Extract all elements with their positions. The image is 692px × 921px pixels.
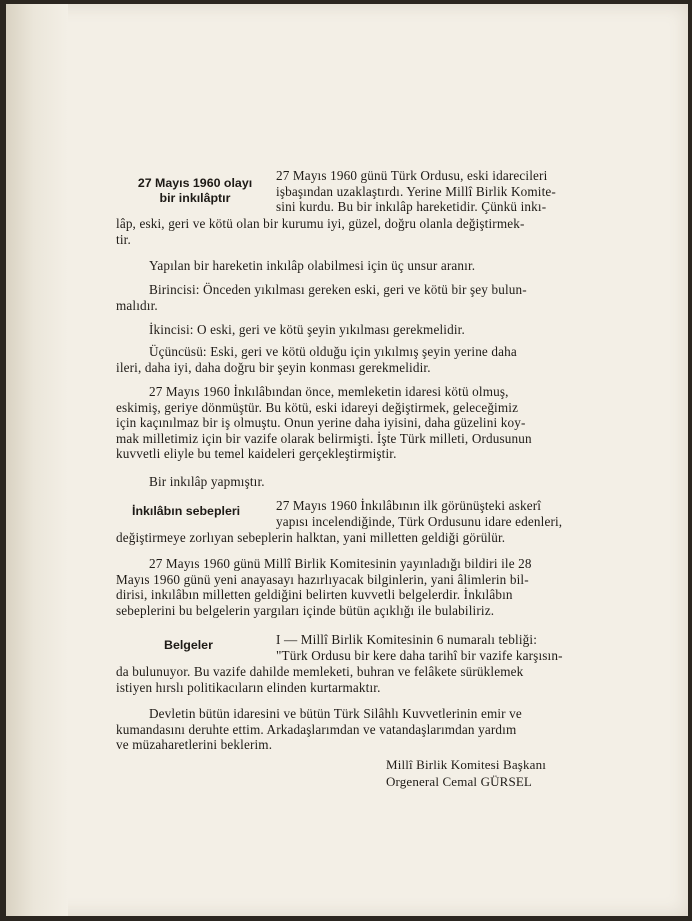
paragraph-10-side — [276, 632, 606, 663]
text-line: ileri, daha iyi, daha doğru bir şeyin konması gerekmelidir. — [116, 359, 431, 375]
text-line: değiştirmeye zorlıyan sebeplerin halktan, yani milletten geldiği görülür. — [116, 530, 506, 545]
text-line: lâp, eski, geri ve kötü olan bir kurumu iyi, güzel, doğru olanla değiştirmek- — [116, 216, 525, 231]
paragraph-1-full — [116, 216, 606, 247]
text-line: I — Millî Birlik Komitesinin 6 numaralı tebliği: — [276, 632, 538, 647]
text-line: kumandasını deruhte ettim. Arkadaşlarımdan ve vatandaşlarımdan yardım — [116, 721, 517, 737]
heading-inkilabin-sebepleri — [132, 504, 240, 519]
paragraph-1-side — [276, 168, 606, 215]
signature-block — [386, 756, 546, 790]
text-line: da bulunuyor. Bu vazife dahilde memleketi, buhran ve felâkete sürüklemek — [116, 664, 524, 679]
text-line: Devletin bütün idaresini ve bütün Türk Silâhlı Kuvvetlerinin emir ve — [149, 706, 522, 721]
paragraph-6 — [116, 384, 606, 462]
text-line: yapısı incelendiğinde, Türk Ordusunu idare edenleri, — [276, 513, 563, 529]
text-line: 27 Mayıs 1960 İnkılâbının ilk görünüşteki askerî — [276, 498, 542, 513]
text-line: İkincisi: O eski, geri ve kötü şeyin yıkılması gerekmelidir. — [149, 322, 465, 337]
text-line: malıdır. — [116, 297, 158, 313]
signature-name: Orgeneral Cemal GÜRSEL — [386, 774, 533, 789]
paragraph-8-full — [116, 530, 606, 546]
paragraph-5 — [116, 344, 606, 375]
text-line: eskimiş, geriye dönmüştür. Bu kötü, eski idareyi değiştirmek, geleceğimiz — [116, 399, 519, 415]
text-line: mak milletimiz için bir vazife olarak belirmişti. İşte Türk milleti, Ordusunun — [116, 430, 532, 446]
paragraph-2 — [116, 258, 606, 274]
text-line: sebeplerini bu belgelerin yargıları içinde bütün açıklığı ile bulabiliriz. — [116, 602, 495, 618]
page-spine-shadow — [6, 4, 68, 916]
text-line: işbaşından uzaklaştırdı. Yerine Millî Birlik Komite- — [276, 183, 556, 199]
text-line: istiyen hırslı politikacıların elinden kurtarmaktır. — [116, 679, 381, 695]
heading-line: 27 Mayıs 1960 olayı — [137, 176, 253, 190]
signature-title: Millî Birlik Komitesi Başkanı — [386, 757, 546, 772]
heading-belgeler — [164, 638, 213, 653]
heading-27-mayis-olayi — [122, 176, 268, 206]
heading-line: İnkılâbın sebepleri — [132, 504, 241, 518]
paragraph-9 — [116, 556, 606, 618]
document-page — [6, 4, 688, 916]
paragraph-10-full — [116, 664, 606, 695]
text-line: Üçüncüsü: Eski, geri ve kötü olduğu için yıkılmış şeyin yerine daha — [149, 344, 517, 359]
text-line: 27 Mayıs 1960 günü Türk Ordusu, eski idarecileri — [276, 168, 548, 183]
heading-line: Belgeler — [164, 638, 213, 652]
paragraph-7 — [116, 474, 606, 490]
paragraph-4 — [116, 322, 606, 338]
text-line: dirisi, inkılâbın milletten geldiğini belirten kuvvetli belgelerdir. İnkılâbın — [116, 587, 513, 603]
paragraph-8-side — [276, 498, 606, 529]
text-line: için kaçınılmaz bir iş olmuştu. Onun yerine daha iyisini, daha güzelini koy- — [116, 415, 526, 431]
text-line: ve müzaharetlerini beklerim. — [116, 737, 273, 753]
text-line: tir. — [116, 231, 131, 247]
text-line: 27 Mayıs 1960 günü Millî Birlik Komitesinin yayınladığı bildiri ile 28 — [149, 556, 532, 571]
text-line: Mayıs 1960 günü yeni anayasayı hazırlıyacak bilginlerin, yani âlimlerin bil- — [116, 571, 529, 587]
paragraph-11 — [116, 706, 606, 753]
text-line: Birincisi: Önceden yıkılması gereken eski, geri ve kötü bir şey bulun- — [149, 282, 527, 297]
text-line: "Türk Ordusu bir kere daha tarihî bir vazife karşısın- — [276, 647, 563, 663]
text-line: sini kurdu. Bu bir inkılâp hareketidir. Çünkü inkı- — [276, 199, 547, 215]
paragraph-3 — [116, 282, 606, 313]
text-line: kuvvetli eliyle bu temel kaideleri gerçekleştirmiştir. — [116, 446, 397, 462]
text-line: Yapılan bir hareketin inkılâp olabilmesi için üç unsur aranır. — [149, 258, 476, 273]
text-line: Bir inkılâp yapmıştır. — [149, 474, 265, 489]
text-line: 27 Mayıs 1960 İnkılâbından önce, memleketin idaresi kötü olmuş, — [149, 384, 509, 399]
heading-line: bir inkılâptır — [159, 191, 231, 205]
